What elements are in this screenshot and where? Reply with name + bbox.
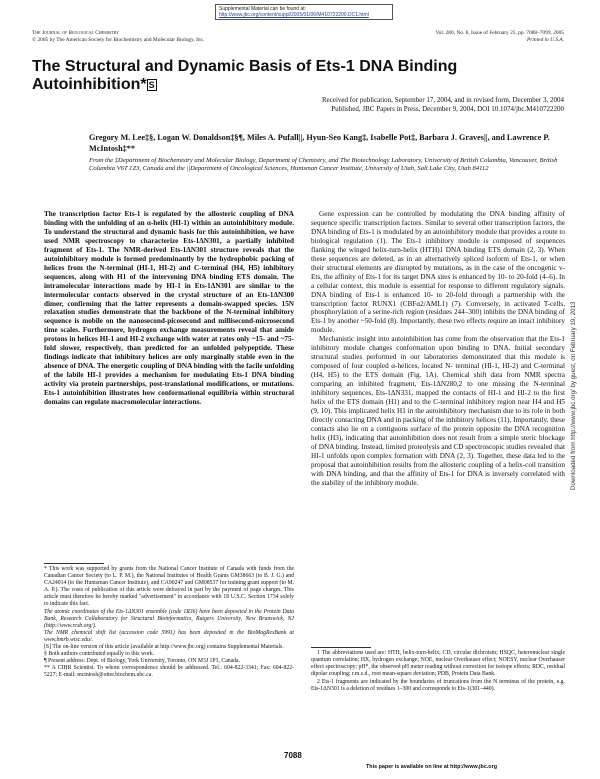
footnotes-left xyxy=(44,566,294,680)
footnote-equal-contribution: § Both authors contributed equally to this work. xyxy=(44,651,155,658)
footnote-correspondence: ** A CIHR Scientist. To whom correspondence should be addressed. Tel.: 604-822-3341; Fax: 604-822-5227; E-mail: mcintosh@otter.biochem.ubc.ca. xyxy=(44,665,294,679)
supplemental-label: Supplemental Material can be found at: xyxy=(219,6,306,12)
download-side-text: Downloaded from http://www.jbc.org/ by guest, on February 19, 2013 xyxy=(570,301,577,490)
footnotes-right xyxy=(311,650,565,695)
footnote-fragments: 2 Ets-1 fragments are indicated by the boundaries of truncations from the N terminus of the protein, e.g. Ets-1ΔN301 is a deletion of residues 1–300 and corresponds to Ets-1(301–440). xyxy=(311,679,565,693)
footnote-abbreviations: 1 The abbreviations used are: HTH, helix-turn-helix; CD, circular dichroism; HSQC, heteronuclear single quantum correlation; HX, hydrogen exchange; NOE, nuclear Overhauser effect; NOESY, nuclear Overhauser effect spectroscopy; pH*, the observed pH meter reading without correction for isotope effects; RDC, residual dipolar coupling; r.m.s.d., root mean-square deviation; PDB, Protein Data Bank. xyxy=(311,650,565,678)
abstract: The transcription factor Ets-1 is regulated by the allosteric coupling of DNA binding with the unfolding of an α-helix (HI-1) within an autoinhibitory module. To understand the structural and dynamic basis for this autoinhibition, we have used NMR spectroscopy to characterize Ets-1ΔN301, a partially inhibited fragment of Ets-1. The NMR-derived Ets-1ΔN301 structure reveals that the autoinhibitory module is formed predominantly by the hydrophobic packing of helices from the N-terminal (HI-1, HI-2) and C-terminal (H4, H5) inhibitory sequences, along with H1 of the intervening DNA binding ETS domain. The intramolecular interactions made by HI-1 in Ets-1ΔN301 are similar to the intermolecular contacts observed in the crystal structure of an Ets-1ΔN300 dimer, confirming that the latter represents a domain-swapped species. 15N relaxation studies demonstrate that the backbone of the N-terminal inhibitory sequence is mobile on the nanosecond-picosecond and millisecond-microsecond time scales. Furthermore, hydrogen exchange measurements reveal that amide protons in helices HI-1 and HI-2 exchange with water at rates only ~15- and ~75-fold slower, respectively, than predicted for an unfolded polypeptide. These findings indicate that inhibitory helices are only marginally stable even in the absence of DNA. The energetic coupling of DNA binding with the facile unfolding of the labile HI-1 provides a mechanism for modulating Ets-1 DNA binding activity via protein partnerships, post-translational modifications, or mutations. Ets-1 autoinhibition illustrates how conformational equilibria within structural domains can regulate macromolecular interactions. xyxy=(44,210,294,407)
volume-info: Vol. 280, No. 8, Issue of February 25, pp. 7088–7099, 2005 xyxy=(435,30,564,36)
introduction-body xyxy=(311,210,565,488)
printed-in: Printed in U.S.A. xyxy=(527,36,564,43)
article-title xyxy=(32,58,472,94)
footnote-divider-right xyxy=(311,647,371,648)
availability-note: This paper is available on line at http://www.jbc.org xyxy=(366,764,497,770)
footnote-funding: * This work was supported by grants from the National Cancer Institute of Canada with funds from the Canadian Cancer Society (to L. P. M.), the National Institutes of Health Grants GM38663 (to B. J. G.) and CA24014 (to the Huntsman Cancer Institute), and CA90247 and GM08537 for training grant support (to M. A. P.). The costs of publication of this article were defrayed in part by the payment of page charges. This article must therefore be hereby marked "advertisement" in accordance with 18 U.S.C. Section 1734 solely to indicate this fact. xyxy=(44,566,294,608)
footnote-coordinates: The atomic coordinates of the Ets-1ΔN301 ensemble (code 1R36) have been deposited in the Protein Data Bank, Research Collaboratory for Structural Bioinformatics, Rutgers University, New Brunswick, NJ (http://www.rcsb.org/). xyxy=(44,608,294,629)
author-list: Gregory M. Lee‡§, Logan W. Donaldson‡§¶, Miles A. Pufall||, Hyun-Seo Kang‡, Isabelle Pot‡, Barbara J. Graves||, and Lawrence P. McIntosh‡** xyxy=(89,133,550,153)
body-paragraph-1: Gene expression can be controlled by modulating the DNA binding affinity of sequence specific transcription factors. Similar to several other transcription factors, the DNA binding of Ets-1 is modulated by an autoinhibitory module that provides a route to biological regulation (1). The Ets-1 inhibitory module is composed of sequences flanking the winged helix-turn-helix (HTH)1 DNA binding ETS domain (2, 3). When these sequences are deleted, as in an alternatively spliced isoform of Ets-1, or when their structural elements are disrupted by mutations, as in the case of the oncogenic v-Ets, the affinity of Ets-1 for its target DNA sites is enhanced by 10- to 20-fold (4–6). In a cellular context, this module is essential for response to different regulatory signals. DNA binding of Ets-1 is enhanced 10- to 20-fold through a partnership with the transcription factor RUNX1 (CBFα2/AML1) (7). Conversely, in activated T-cells, phosphorylation of a serine-rich region (residues 244–300) inhibits the DNA binding of Ets-1 by another ~50-fold (8). Importantly, these two effects require an intact inhibitory module. xyxy=(311,210,565,335)
journal-name: The Journal of Biological Chemistry xyxy=(32,30,120,36)
page-number: 7088 xyxy=(284,751,302,760)
copyright-line: © 2005 by The American Society for Biochemistry and Molecular Biology, Inc. xyxy=(32,36,205,43)
journal-header-right xyxy=(435,30,564,43)
body-paragraph-2: Mechanistic insight into autoinhibition has come from the observation that the Ets-1 inhibitory module changes conformation upon binding to DNA. Initial secondary structural studies performed in our laboratories demonstrated that this module is composed of four coupled α-helices, located N- terminal (HI-1, HI-2) and C-terminal (H4, H5) to the ETS domain (Fig. 1A). Chemical shift data from NMR spectra comparing an inhibited fragment, Ets-1ΔN280,2 to one missing the N-terminal inhibitory sequences, Ets-1ΔN331, mapped the contacts of HI-1 and HI-2 to the first helix of the ETS domain (H1) and to the C-terminal inhibitory region near H4 and H5 (9, 10). This implicated helix H1 in the autoinhibitory mechanism due to its role in both directly contacting DNA and in packing of the inhibitory helices (11). Importantly, these contacts also lie on a contiguous surface of the protein opposite the DNA recognition helix (H3), indicating that autoinhibition does not result from a simple steric blockage of DNA binding. Instead, limited proteolysis and CD spectroscopic studies revealed that HI-1 unfolds upon complex formation with DNA (2, 3). Together, these data led to the proposal that autoinhibition results from the allosteric coupling of a helix-coil transition with DNA binding, and that the affinity of Ets-1 for DNA is inversely correlated with the stability of the inhibitory module. xyxy=(311,335,565,487)
footnote-chemical-shift: The NMR chemical shift list (accession code 5991) has been deposited in the BioMagResBank at www.bmrb.wisc.edu/. xyxy=(44,629,294,643)
title-text: The Structural and Dynamic Basis of Ets-1 DNA Binding Autoinhibition* xyxy=(32,58,458,93)
journal-header-left xyxy=(32,30,204,43)
footnote-divider-left xyxy=(44,563,104,564)
download-side-note xyxy=(570,301,579,500)
affiliations: From the ‡Department of Biochemistry and Molecular Biology, Department of Chemistry, and The Biotechnology Laboratory, University of British Columbia, Vancouver, British Columbia V6T 1Z3, Canada and the ||Department of Oncological Sciences, Huntsman Cancer Institute, University of Utah, Salt Lake City, Utah 84112 xyxy=(89,157,558,173)
supplemental-link[interactable]: http://www.jbc.org/content/suppl/2005/01/06/M410722200.DC1.html xyxy=(219,12,369,18)
published-date: Published, JBC Papers in Press, December 9, 2004, DOI 10.1074/jbc.M410722200 xyxy=(331,105,564,113)
received-date: Received for publication, September 17, 2004, and in revised form, December 3, 2004 xyxy=(321,96,564,104)
supplemental-s-icon: S xyxy=(148,80,155,90)
footnote-present-address: ¶ Present address: Dept. of Biology, York University, Toronto, ON M3J 1P3, Canada. xyxy=(44,658,241,665)
supplemental-material-box xyxy=(215,4,393,20)
publication-dates xyxy=(164,96,564,114)
footnote-supplemental: [S] The on-line version of this article (available at http://www.jbc.org) contains Supplemental Materials. xyxy=(44,644,284,651)
